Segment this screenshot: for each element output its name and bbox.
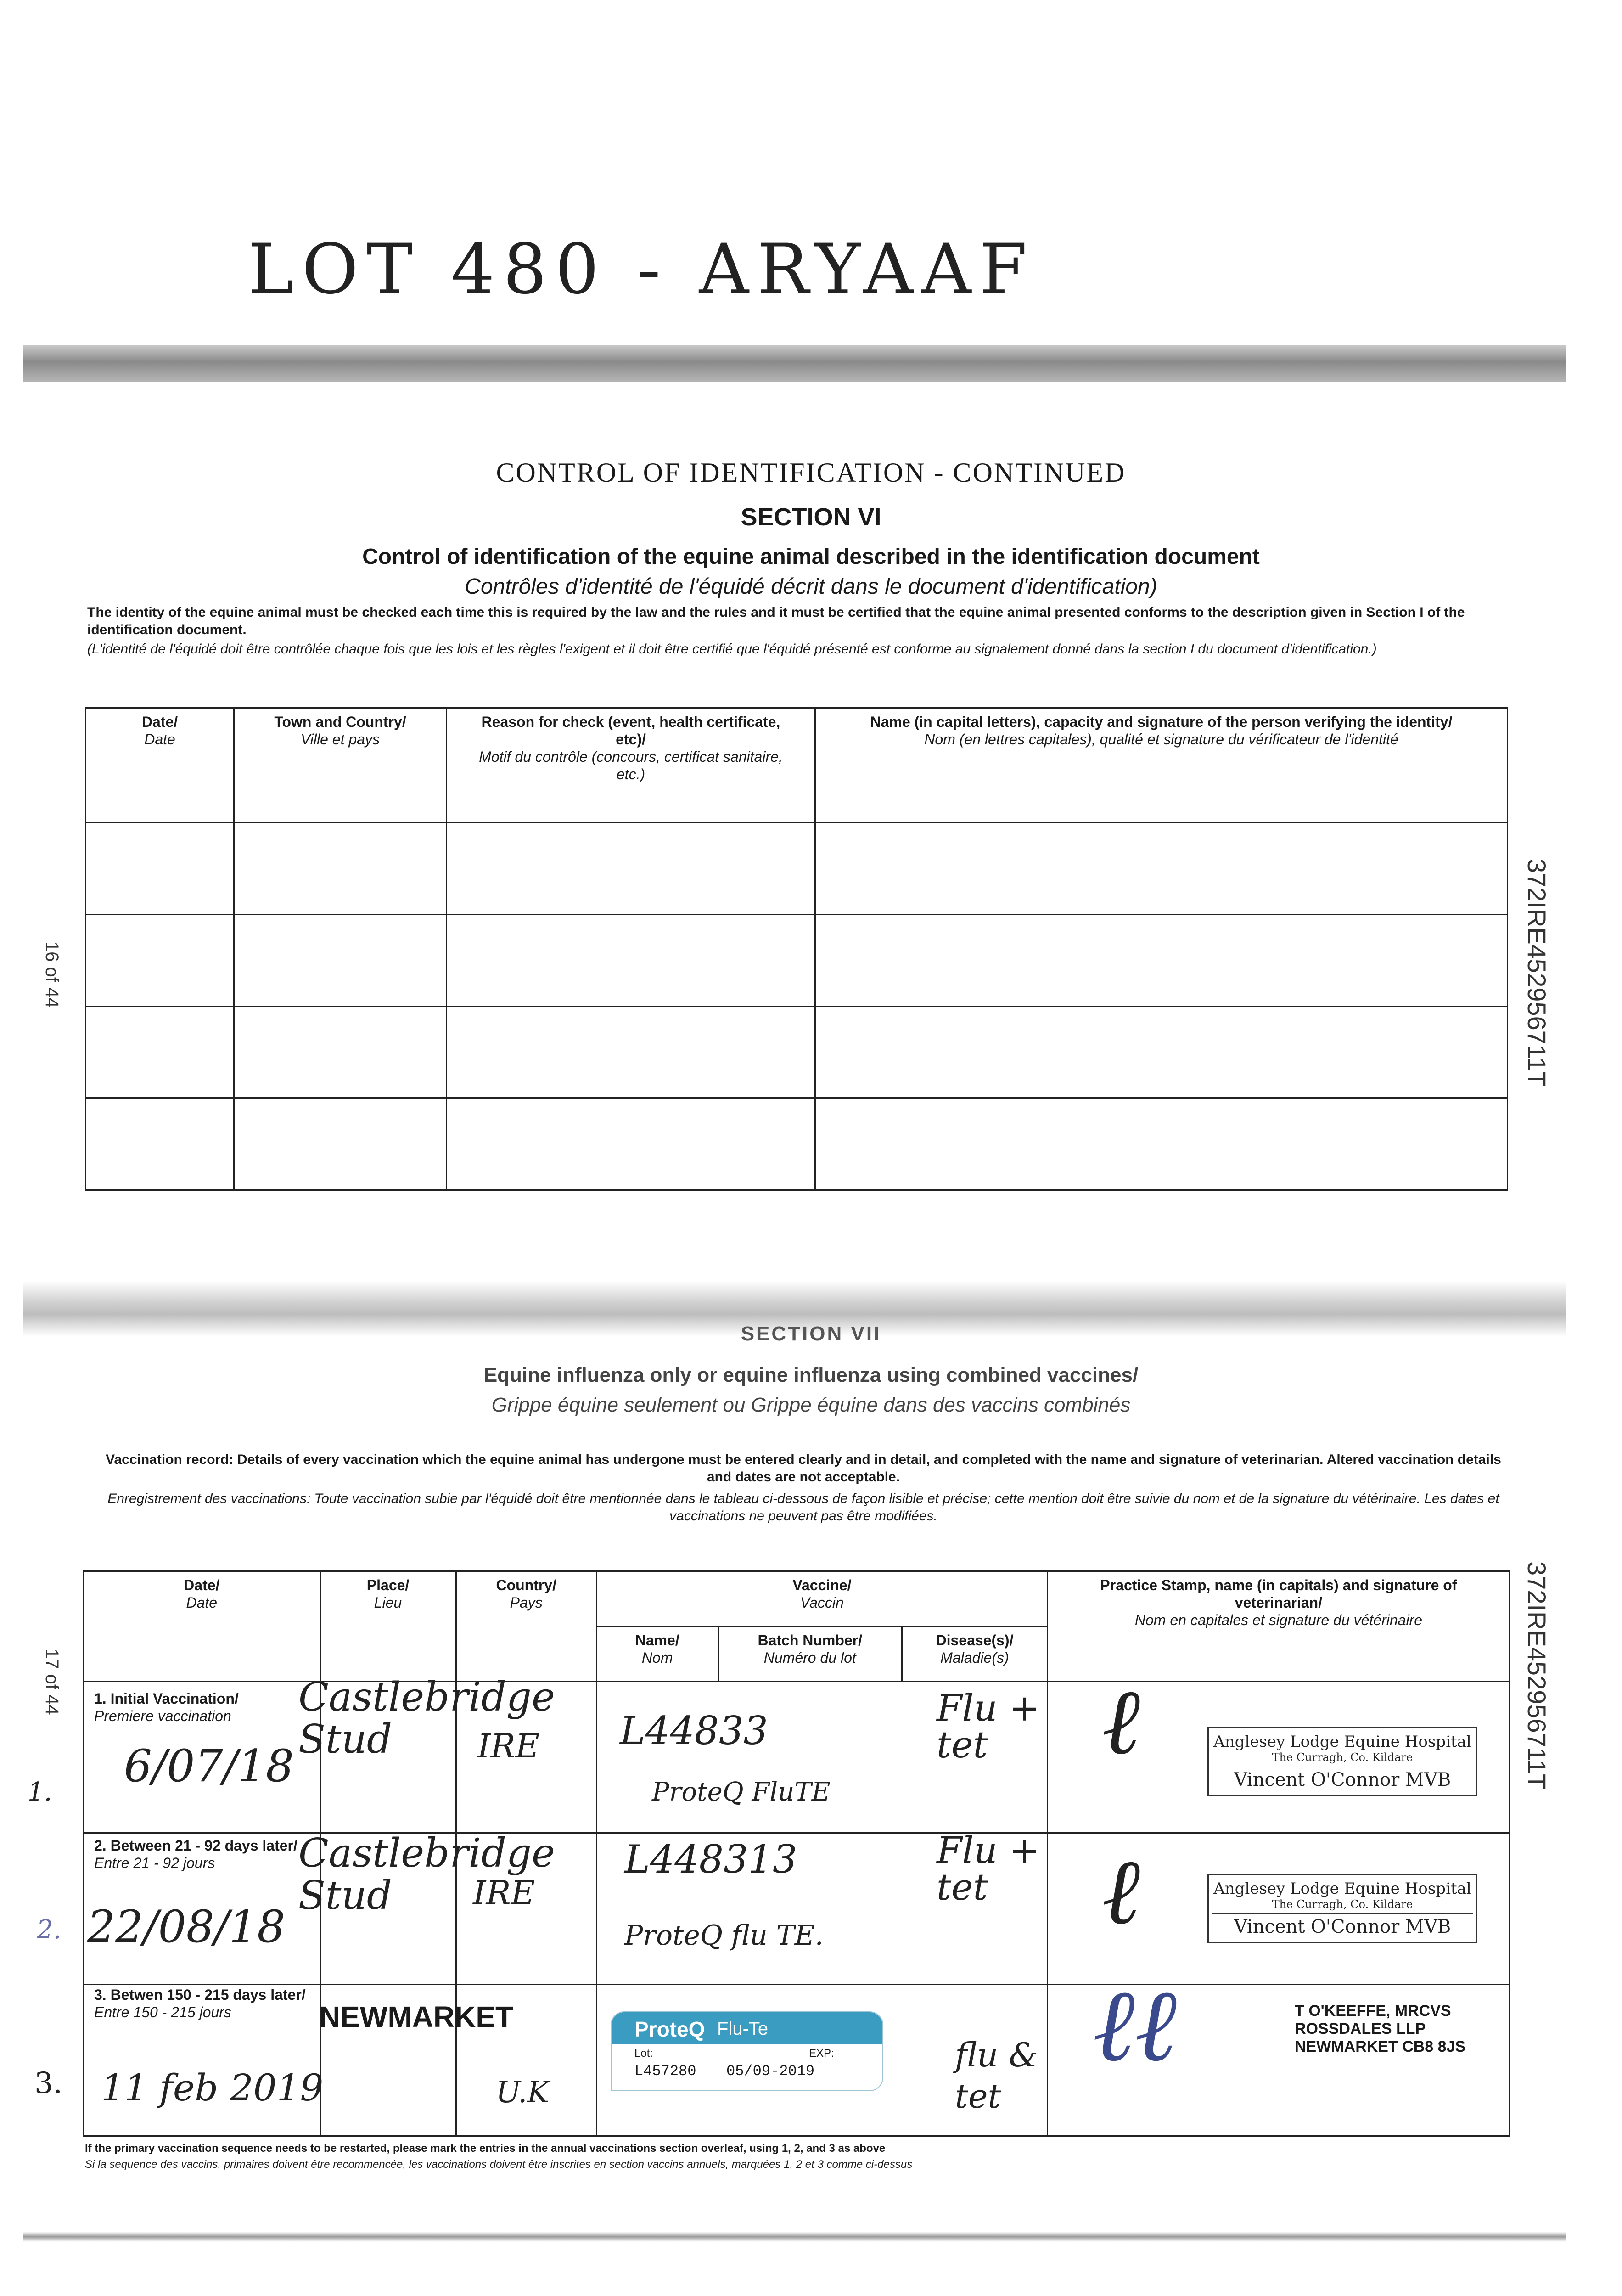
section6-label: SECTION VI bbox=[741, 503, 881, 531]
section6-subtitle-en: Control of identification of the equine animal described in the identification document bbox=[362, 545, 1260, 569]
sticker-exp-label: EXP: bbox=[809, 2047, 834, 2060]
scan-band-bottom bbox=[23, 2232, 1566, 2242]
row2-label: 2. Between 21 - 92 days later/ Entre 21 - 92 jours bbox=[94, 1837, 297, 1871]
scan-band-top bbox=[23, 345, 1566, 382]
row3-place: NEWMARKET bbox=[319, 2000, 514, 2033]
row3-margin-mark: 3. bbox=[34, 2066, 63, 2100]
row3-practice-stamp bbox=[1295, 2002, 1497, 2056]
sticker-exp: 05/09-2019 bbox=[726, 2063, 815, 2080]
footer-note-en: If the primary vaccination sequence needs to be restarted, please mark the entries in the annual vaccinations section overleaf, using 1, 2, and 3 as above bbox=[85, 2142, 886, 2155]
row1-vaccine-name: ProteQ FluTE bbox=[652, 1777, 831, 1807]
section7-record-en: Vaccination record: Details of every vaccination which the equine animal has undergone must be entered clearly and in detail, and completed with the name and signature of veterinarian. Altered vaccination details and dates are not acceptable. bbox=[106, 1452, 1501, 1485]
stamp-line1: Anglesey Lodge Equine Hospital bbox=[1213, 1880, 1471, 1898]
side-id-upper: 372IRE452956711T bbox=[1522, 859, 1551, 1087]
sticker-brand: ProteQ bbox=[634, 2017, 705, 2041]
row1-practice-stamp bbox=[1207, 1727, 1477, 1796]
handwritten-lot-header: LOT 480 - ARYAAF bbox=[248, 230, 1036, 310]
col-batch: Batch Number/ Numéro du lot bbox=[718, 1626, 902, 1682]
row3-disease: flu & tet bbox=[955, 2036, 1038, 2116]
row2-margin-mark: 2. bbox=[37, 1915, 62, 1945]
col-place: Place/ Lieu bbox=[320, 1571, 456, 1682]
row3-country: U.K bbox=[496, 2076, 550, 2110]
stamp-line1: T O'KEEFFE, MRCVS bbox=[1295, 2002, 1451, 2020]
row2-practice-stamp bbox=[1207, 1874, 1477, 1943]
row3-label: 3. Betwen 150 - 215 days later/ Entre 150 - 215 jours bbox=[94, 1986, 306, 2020]
col-date: Date/ Date bbox=[84, 1571, 320, 1682]
table-row bbox=[86, 915, 1508, 1007]
footer-note-fr: Si la sequence des vaccins, primaires doivent être recommencée, les vaccinations doivent être inscrites en section vaccins annuels, marquées 1, 2 et 3 comme ci-dessus bbox=[85, 2158, 913, 2171]
section7-subtitle-fr: Grippe équine seulement ou Grippe équine dans des vaccins combinés bbox=[491, 1394, 1131, 1416]
row2-disease: Flu + tet bbox=[937, 1829, 1040, 1908]
col-stamp: Practice Stamp, name (in capitals) and signature of veterinarian/ Nom en capitales et signature du vétérinaire bbox=[1047, 1571, 1510, 1682]
row2-date: 22/08/18 bbox=[87, 1901, 286, 1953]
section6-instruction-fr: (L'identité de l'équidé doit être contrôlée chaque fois que les lois et les règles l'exigent et il doit être certifié que l'équidé présenté est conforme au signalement donné dans la section I du document d'identification.) bbox=[87, 642, 1377, 657]
row1-date: 6/07/18 bbox=[124, 1740, 294, 1792]
row3-date: 11 feb 2019 bbox=[101, 2066, 324, 2109]
table-row bbox=[86, 1098, 1508, 1190]
row2-batch: L448313 bbox=[624, 1837, 797, 1882]
row1-label: 1. Initial Vaccination/ Premiere vaccination bbox=[94, 1690, 239, 1724]
row2-signature: ℓ bbox=[1102, 1838, 1140, 1945]
row1-country: IRE bbox=[477, 1727, 540, 1765]
stamp-line3: NEWMARKET CB8 8JS bbox=[1295, 2038, 1466, 2055]
page-number-upper: 16 of 44 bbox=[42, 941, 62, 1008]
side-id-lower: 372IRE452956711T bbox=[1522, 1561, 1551, 1790]
sticker-product: Flu-Te bbox=[717, 2019, 769, 2039]
section6-instruction-en: The identity of the equine animal must be checked each time this is required by the law and the rules and it must be certified that the equine animal presented conforms to the description given in Section I of the identification document. bbox=[87, 605, 1465, 637]
col-verifier: Name (in capital letters), capacity and signature of the person verifying the identity/ Nom (en lettres capitales), qualité et signature du vérificateur de l'identité bbox=[815, 708, 1508, 823]
page-number-lower: 17 of 44 bbox=[42, 1649, 62, 1715]
row2-country: IRE bbox=[473, 1874, 535, 1912]
row1-place: Castlebridge Stud bbox=[298, 1674, 555, 1762]
table-row bbox=[86, 1007, 1508, 1098]
col-vaccine: Vaccine/ Vaccin bbox=[596, 1571, 1047, 1626]
identification-check-table bbox=[85, 707, 1508, 1191]
col-reason: Reason for check (event, health certificate, etc)/ Motif du contrôle (concours, certificat sanitaire, etc.) bbox=[447, 708, 815, 823]
stamp-line3: Vincent O'Connor MVB bbox=[1212, 1913, 1473, 1937]
stamp-line1: Anglesey Lodge Equine Hospital bbox=[1213, 1733, 1471, 1751]
stamp-line2: The Curragh, Co. Kildare bbox=[1272, 1898, 1413, 1911]
sticker-lot: L457280 bbox=[634, 2063, 696, 2080]
section6-subtitle-fr: Contrôles d'identité de l'équidé décrit dans le document d'identification) bbox=[465, 574, 1157, 599]
section7-record-fr: Enregistrement des vaccinations: Toute vaccination subie par l'équidé doit être mentionnée dans le tableau ci-dessous de façon lisible et précise; cette mention doit être suivie du nom et de la signature du vétérinaire. Les dates et vaccinations ne peuvent pas être modifiées. bbox=[107, 1491, 1499, 1524]
col-date: Date/ Date bbox=[86, 708, 234, 823]
table-row bbox=[86, 823, 1508, 915]
section7-label: SECTION VII bbox=[741, 1322, 881, 1345]
section7-subtitle-en: Equine influenza only or equine influenza using combined vaccines/ bbox=[483, 1364, 1139, 1386]
section6-heading: CONTROL OF IDENTIFICATION - CONTINUED bbox=[496, 457, 1126, 488]
row1-signature: ℓ bbox=[1102, 1668, 1140, 1775]
col-vaccine-name: Name/ Nom bbox=[596, 1626, 718, 1682]
stamp-line3: Vincent O'Connor MVB bbox=[1212, 1767, 1473, 1790]
row3-signature: ℓℓ bbox=[1093, 1966, 1177, 2084]
stamp-line2: ROSSDALES LLP bbox=[1295, 2020, 1426, 2037]
row1-batch: L44833 bbox=[620, 1708, 768, 1753]
row2-place: Castlebridge Stud bbox=[298, 1830, 555, 1919]
col-disease: Disease(s)/ Maladie(s) bbox=[902, 1626, 1048, 1682]
row3-vaccine-sticker bbox=[611, 2011, 883, 2091]
stamp-line2: The Curragh, Co. Kildare bbox=[1272, 1751, 1413, 1764]
row2-vaccine-name: ProteQ flu TE. bbox=[624, 1919, 824, 1952]
col-town-country: Town and Country/ Ville et pays bbox=[234, 708, 447, 823]
row1-disease: Flu + tet bbox=[937, 1687, 1040, 1766]
col-country: Country/ Pays bbox=[456, 1571, 596, 1682]
sticker-lot-label: Lot: bbox=[634, 2047, 653, 2060]
row1-margin-mark: 1. bbox=[28, 1777, 52, 1807]
